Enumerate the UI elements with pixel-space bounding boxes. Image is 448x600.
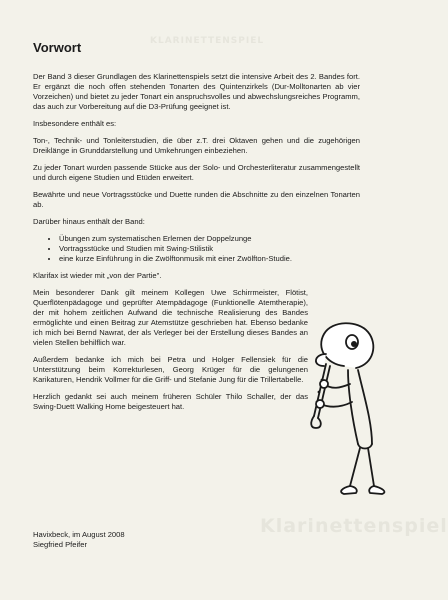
klarifax-caricature (286, 318, 398, 502)
thanks-paragraph: Mein besonderer Dank gilt meinem Kollegen Uwe Schirrmeister, Flötist, Querflötenpädagoge und geprüfter Atempädagoge (Funktionelle Atemtherapie), der mit hohem zeitlichen Aufwand die technische Realisierung des Bandes ermöglichte und einen Beitrag zur Atemstütze geschrieben hat. Ebenso bedanke ich mich bei Bernd Nawrat, der als Verleger bei der Erstellung dieses Bandes an vielen Stellen behilflich war. (33, 288, 308, 347)
list-item: • eine kurze Einführung in die Zwölftonmusik mit einer Zwölfton-Studie. (59, 254, 360, 264)
list-item: • Übungen zum systematischen Erlernen der Doppelzunge (59, 234, 360, 244)
signature-place-date: Havixbeck, im August 2008 (33, 530, 125, 539)
pieces-paragraph: Zu jeder Tonart wurden passende Stücke aus der Solo- und Orchesterliteratur zusammengestellt und durch eigene Studien und Etüden erweitert. (33, 163, 360, 182)
studies-paragraph: Ton-, Technik- und Tonleiterstudien, die über z.T. drei Oktaven gehen und die zugehörigen Dreiklänge in Grunddarstellung und Umkehrungen einbeziehen. (33, 136, 360, 155)
thanks-paragraph-3: Herzlich gedankt sei auch meinem früheren Schüler Thilo Schaller, der das Swing-Duett Walking Home beigesteuert hat. (33, 392, 308, 411)
duets-paragraph: Bewährte und neue Vortragsstücke und Duette runden die Abschnitte zu den einzelnen Tonarten ab. (33, 190, 360, 209)
watermark-bottom: Klarinettenspiel (260, 515, 448, 537)
klarifax-paragraph: Klarifax ist wieder mit „von der Partie". (33, 271, 162, 280)
signature-name: Siegfried Pfeifer (33, 540, 88, 549)
thanks-paragraph-2: Außerdem bedanke ich mich bei Petra und Holger Fellensiek für die Unterstützung beim Korrekturlesen, Georg Krüger für die gelungenen Karikaturen, Hendrik Vollmer für die Griff- und Stefanie Jung für die Trillertabelle. (33, 355, 308, 384)
watermark-top: KLARINETTENSPIEL (150, 36, 265, 46)
list-item: • Vortragsstücke und Studien mit Swing-Stilistik (59, 244, 360, 254)
page-title: Vorwort (33, 40, 82, 55)
feature-list (33, 234, 360, 264)
additional-lead: Darüber hinaus enthält der Band: (33, 217, 145, 226)
signature-block (33, 530, 125, 550)
intro-paragraph: Der Band 3 dieser Grundlagen des Klarinettenspiels setzt die intensive Arbeit des 2. Bandes fort. Er ergänzt die noch offen stehenden Tonarten des Quintenzirkels (Dur-Molltonarten ab vier Vorzeichen) und bietet zu jeder Tonart ein anspruchsvolles und abwechslungsreiches Programm, das auch zur Vorbereitung auf die D3-Prüfung geeignet ist. (33, 72, 360, 111)
contents-lead: Insbesondere enthält es: (33, 119, 117, 128)
